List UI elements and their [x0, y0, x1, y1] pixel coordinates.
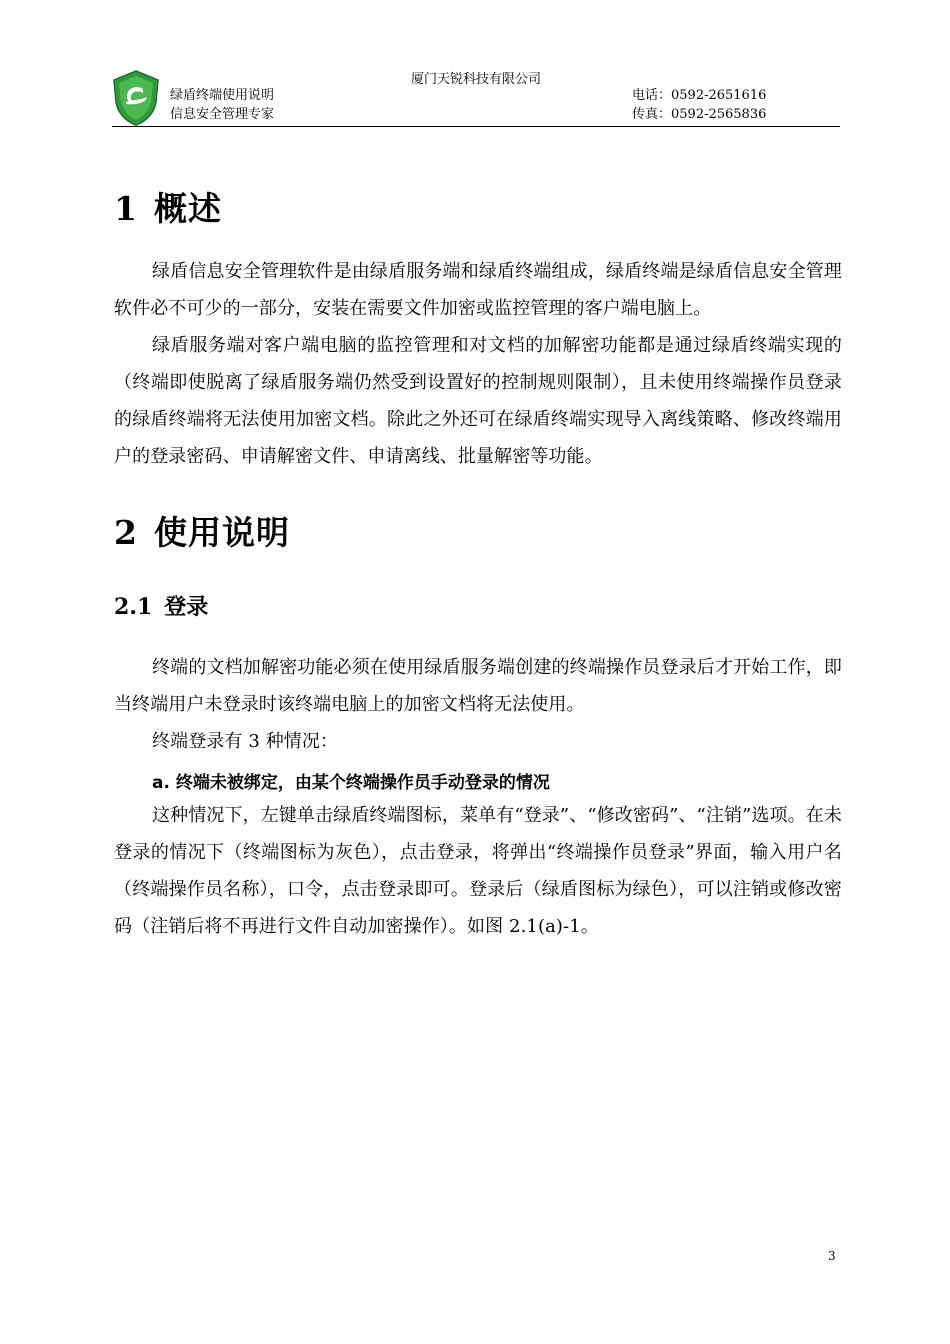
section-2-1-paragraph-1: 终端的文档加解密功能必须在使用绿盾服务端创建的终端操作员登录后才开始工作，即当终端用户未登录时该终端电脑上的加密文档将无法使用。 [114, 657, 842, 715]
subsection-a-heading: a. 终端未被绑定，由某个终端操作员手动登录的情况 [152, 773, 550, 793]
section-2-heading [114, 507, 290, 554]
page-number: 3 [828, 1249, 836, 1263]
slogan: 信息安全管理专家 [170, 107, 275, 122]
fax-number: 传真：0592-2565836 [632, 107, 767, 122]
section-2-1-paragraph-2: 终端登录有 3 种情况： [152, 731, 339, 752]
section-2-1-number: 2.1 [114, 594, 153, 620]
section-2-1-title: 登录 [164, 594, 209, 620]
subsection-a-paragraph: 这种情况下，左键单击绿盾终端图标，菜单有“登录”、“修改密码”、“注销”选项。在未登录的情况下（终端图标为灰色），点击登录，将弹出“终端操作员登录”界面，输入用户名（终端操作员名称），口令，点击登录即可。登录后（绿盾图标为绿色），可以注销或修改密码（注销后将不再进行文件自动加密操作）。如图 2.1(a)-1。 [114, 805, 842, 937]
header-contact [632, 86, 766, 124]
phone-number: 电话：0592-2651616 [632, 88, 767, 103]
header-left-text [170, 86, 274, 124]
section-1-heading [114, 183, 222, 230]
section-1-title: 概述 [153, 189, 222, 228]
page-header [112, 64, 840, 127]
section-1-paragraph-1: 绿盾信息安全管理软件是由绿盾服务端和绿盾终端组成，绿盾终端是绿盾信息安全管理软件必不可少的一部分，安装在需要文件加密或监控管理的客户端电脑上。 [114, 261, 842, 319]
section-1-number: 1 [114, 189, 138, 228]
company-name: 厦门天锐科技有限公司 [410, 72, 541, 87]
section-2-number: 2 [114, 513, 138, 552]
document-title: 绿盾终端使用说明 [170, 88, 275, 103]
section-1-paragraph-2: 绿盾服务端对客户端电脑的监控管理和对文档的加解密功能都是通过绿盾终端实现的（终端即使脱离了绿盾服务端仍然受到设置好的控制规则限制），且未使用终端操作员登录的绿盾终端将无法使用加密文档。除此之外还可在绿盾终端实现导入离线策略、修改终端用户的登录密码、申请解密文件、申请离线、批量解密等功能。 [114, 335, 842, 467]
section-2-title: 使用说明 [153, 513, 290, 552]
section-2-1-heading [114, 590, 208, 621]
